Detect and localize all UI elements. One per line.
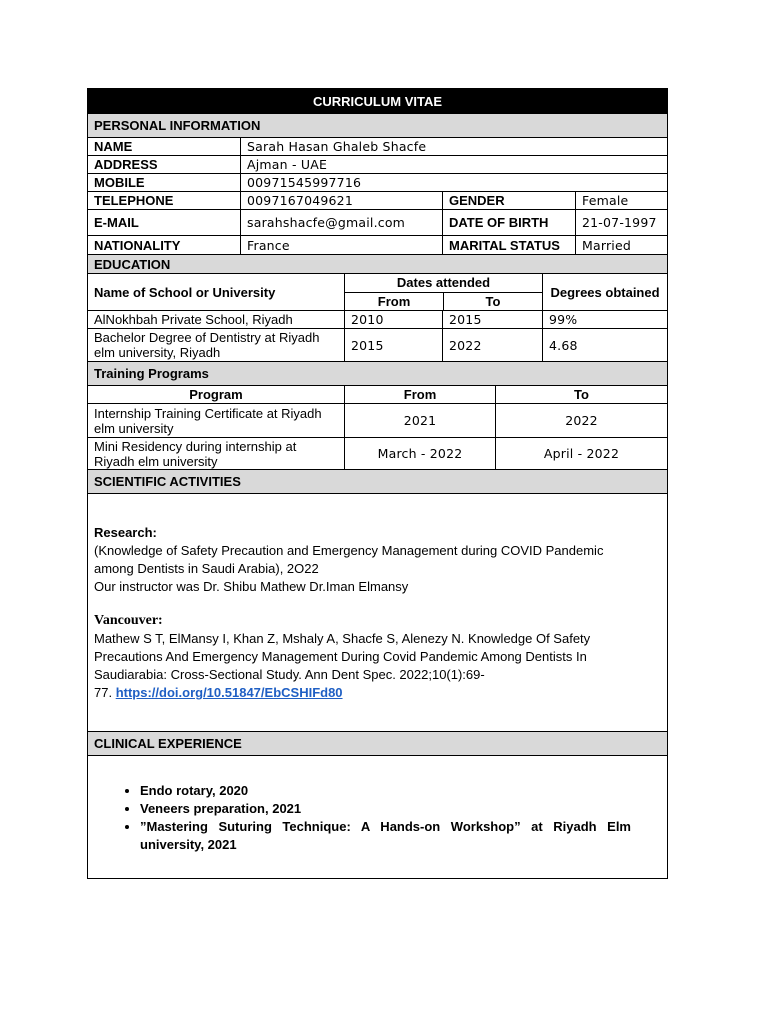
marital-value: Married xyxy=(575,236,667,254)
list-item: • Endo rotary, 2020 xyxy=(140,782,631,800)
name-value: Sarah Hasan Ghaleb Shacfe xyxy=(240,138,667,155)
education-from: 2015 xyxy=(344,329,442,361)
education-section-header xyxy=(87,254,668,273)
list-item: • ”Mastering Suturing Technique: A Hands-on Workshop” at Riyadh Elm university, 2021 xyxy=(140,818,631,854)
clinical-list xyxy=(94,782,631,854)
address-value: Ajman - UAE xyxy=(240,156,667,173)
education-col-dates: Dates attended xyxy=(396,275,491,291)
education-col-to: To xyxy=(443,293,542,311)
mobile-value: 00971545997716 xyxy=(240,174,667,191)
training-header-row xyxy=(87,385,668,403)
research-line: (Knowledge of Safety Precaution and Emergency Management during COVID Pandemic xyxy=(94,543,604,558)
education-degree: 4.68 xyxy=(542,329,667,361)
education-school: Bachelor Degree of Dentistry at Riyadh elm university, Riyadh xyxy=(94,330,320,360)
marital-label: MARITAL STATUS xyxy=(442,236,575,254)
research-line: among Dentists in Saudi Arabia), 2O22 xyxy=(94,561,319,576)
education-school: AlNokhbah Private School, Riyadh xyxy=(94,312,293,327)
education-to: 2022 xyxy=(442,329,542,361)
research-label: Research: xyxy=(94,525,157,540)
telephone-label: TELEPHONE xyxy=(94,193,174,208)
personal-section-header xyxy=(87,113,668,137)
telephone-value: 0097167049621 xyxy=(240,192,442,209)
education-to: 2015 xyxy=(442,311,542,328)
education-row xyxy=(87,328,668,361)
dob-label: DATE OF BIRTH xyxy=(442,210,575,235)
education-row xyxy=(87,310,668,328)
email-value: sarahshacfe@gmail.com xyxy=(240,210,442,235)
training-from: 2021 xyxy=(344,404,495,437)
training-col-program: Program xyxy=(189,387,243,402)
education-header-row xyxy=(87,273,668,310)
training-row xyxy=(87,437,668,469)
telephone-row xyxy=(87,191,668,209)
cv-document xyxy=(87,88,668,879)
education-from: 2010 xyxy=(344,311,442,328)
training-section-header xyxy=(87,361,668,385)
nationality-value: France xyxy=(240,236,442,254)
list-item: • Veneers preparation, 2021 xyxy=(140,800,631,818)
citation-line: Precautions And Emergency Management During Covid Pandemic Among Dentists In xyxy=(94,649,587,664)
name-row xyxy=(87,137,668,155)
citation-pages: 77. xyxy=(94,685,113,700)
address-label: ADDRESS xyxy=(94,157,158,172)
training-to: April - 2022 xyxy=(495,438,667,469)
cv-title: CURRICULUM VITAE xyxy=(88,89,667,113)
address-row xyxy=(87,155,668,173)
vancouver-label: Vancouver: xyxy=(94,613,163,628)
training-section-title: Training Programs xyxy=(88,362,667,385)
citation-line: Saudiarabia: Cross-Sectional Study. Ann Dent Spec. 2022;10(1):69- xyxy=(94,667,485,682)
nationality-row xyxy=(87,235,668,254)
nationality-label: NATIONALITY xyxy=(94,237,181,253)
clinical-section-title: CLINICAL EXPERIENCE xyxy=(88,732,667,755)
mobile-label: MOBILE xyxy=(94,175,145,190)
clinical-content xyxy=(87,755,668,879)
email-row xyxy=(87,209,668,235)
clinical-section-header xyxy=(87,731,668,755)
education-degree: 99% xyxy=(542,311,667,328)
mobile-row xyxy=(87,173,668,191)
citation-line: Mathew S T, ElMansy I, Khan Z, Mshaly A, Shacfe S, Alenezy N. Knowledge Of Safety xyxy=(94,631,591,646)
email-label: E-MAIL xyxy=(94,215,139,230)
training-col-from: From xyxy=(344,386,495,403)
dob-value: 21-07-1997 xyxy=(575,210,667,235)
gender-label: GENDER xyxy=(442,192,575,209)
cv-title-row xyxy=(87,88,668,113)
gender-value: Female xyxy=(575,192,667,209)
training-col-to: To xyxy=(495,386,667,403)
scientific-section-title: SCIENTIFIC ACTIVITIES xyxy=(88,470,667,493)
education-col-from: From xyxy=(377,293,411,309)
scientific-content xyxy=(87,493,668,731)
personal-section-title: PERSONAL INFORMATION xyxy=(88,114,667,137)
training-program: Internship Training Certificate at Riyadh elm university xyxy=(94,405,322,436)
education-col-school: Name of School or University xyxy=(94,284,276,300)
training-row xyxy=(87,403,668,437)
education-section-title: EDUCATION xyxy=(88,255,667,273)
education-dates-subheader xyxy=(345,292,542,311)
name-label: NAME xyxy=(94,139,133,154)
citation-line xyxy=(94,684,661,702)
education-col-degree: Degrees obtained xyxy=(542,274,667,310)
training-from: March - 2022 xyxy=(344,438,495,469)
doi-link[interactable]: https://doi.org/10.51847/EbCSHIFd80 xyxy=(115,685,343,700)
scientific-section-header xyxy=(87,469,668,493)
training-program: Mini Residency during internship at Riyadh elm university xyxy=(94,438,297,469)
research-instructor: Our instructor was Dr. Shibu Mathew Dr.Iman Elmansy xyxy=(94,579,409,594)
training-to: 2022 xyxy=(495,404,667,437)
education-dates-header xyxy=(344,274,542,310)
